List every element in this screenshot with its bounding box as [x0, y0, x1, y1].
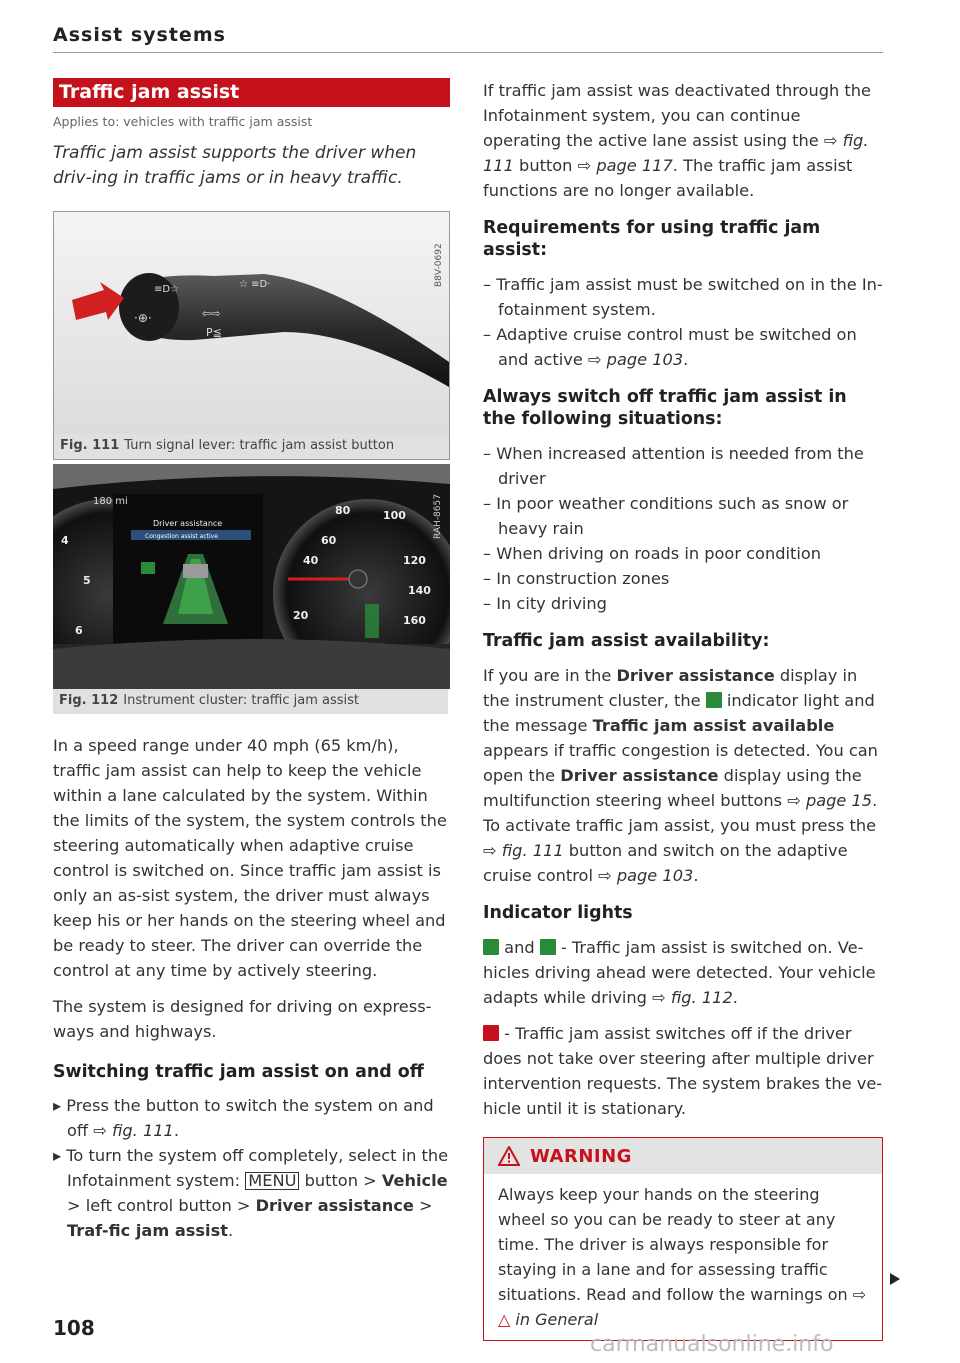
- cluster-display-title: Driver assistance: [153, 519, 223, 528]
- page-number: 108: [53, 1316, 95, 1340]
- turn-signal-lever-illustration: [54, 212, 449, 434]
- traffic-jam-green-indicator-icon: [483, 939, 499, 955]
- applies-to: Applies to: vehicles with traffic jam assist: [53, 114, 313, 129]
- section-title: Traffic jam assist: [53, 78, 450, 107]
- subheading: Indicator lights: [483, 903, 633, 923]
- page-reference-link[interactable]: ⇨ fig. 111: [483, 841, 564, 860]
- svg-text:·⊕·: ·⊕·: [134, 311, 152, 325]
- body-paragraph: and - Traffic jam assist is switched on. Ve-hicles driving ahead were detected. Your vehicle adapts while driving ⇨ fig. 112.: [483, 938, 876, 1007]
- svg-text:20: 20: [293, 609, 309, 622]
- subheading: Traffic jam assist availability:: [483, 631, 770, 651]
- figure-111: [53, 211, 450, 460]
- svg-text:⇦⇨: ⇦⇨: [202, 307, 221, 320]
- cluster-display-message: Congestion assist active: [145, 533, 218, 540]
- svg-text:4: 4: [61, 534, 69, 547]
- page-reference-link[interactable]: ⇨ page 117: [577, 156, 673, 175]
- figure-caption-text: Turn signal lever: traffic jam assist button: [124, 438, 395, 453]
- list-item: – In city driving: [483, 594, 607, 613]
- list-item: ▸ Press the button to switch the system on and off ⇨ fig. 111.: [53, 1096, 434, 1140]
- figure-caption: [54, 434, 449, 459]
- instrument-cluster-illustration: [53, 464, 450, 689]
- list-item: – When driving on roads in poor condition: [483, 544, 821, 563]
- warning-text: Always keep your hands on the steering wheel so you can be ready to steer at any time. The driver is always responsible for staying in a lane and for assessing traffic situations. Read and follow the warnings on ⇨ △ in General: [484, 1174, 882, 1340]
- menu-key: MENU: [245, 1172, 299, 1190]
- next-page-arrow-icon[interactable]: [888, 1272, 902, 1286]
- page-reference-link[interactable]: ⇨ page 103: [598, 866, 694, 885]
- page-reference-link[interactable]: ⇨ fig. 111: [483, 131, 869, 175]
- body-paragraph: If you are in the Driver assistance display in the instrument cluster, the indicator light and the message Traffic jam assist available appears if traffic congestion is detected. You can open the Driver assistance display using the multifunction steering wheel buttons ⇨ page 15. To activate traffic jam assist, you must press the ⇨ fig. 111 button and switch on the adaptive cruise control ⇨ page 103.: [483, 666, 878, 885]
- svg-text:☆ ≡D·: ☆ ≡D·: [239, 279, 271, 290]
- svg-text:≡D☆: ≡D☆: [154, 284, 180, 295]
- list-item: – In poor weather conditions such as snow or heavy rain: [483, 494, 849, 538]
- figure-number: Fig. 111: [60, 438, 120, 453]
- list-item: – Traffic jam assist must be switched on in the In-fotainment system.: [483, 275, 883, 319]
- figure-number: Fig. 112: [59, 693, 119, 708]
- lane-green-indicator-icon: [540, 939, 556, 955]
- traffic-jam-green-indicator-icon: [706, 692, 722, 708]
- situations-list: [483, 441, 883, 616]
- svg-text:140: 140: [408, 584, 431, 597]
- figure-caption-text: Instrument cluster: traffic jam assist: [123, 693, 360, 708]
- figure-caption: [53, 689, 448, 714]
- page-reference-link[interactable]: ⇨ page 15: [787, 791, 873, 810]
- figure-code: B8V-0692: [434, 243, 444, 287]
- chapter-title: Assist systems: [53, 24, 226, 46]
- header-rule: [53, 52, 883, 53]
- page-reference-link[interactable]: ⇨ △ in General: [498, 1285, 867, 1329]
- page-reference-link[interactable]: ⇨ fig. 111: [93, 1121, 174, 1140]
- right-column: [483, 78, 883, 1341]
- warning-triangle-icon: [498, 1146, 520, 1166]
- page-reference-link[interactable]: ⇨ page 103: [587, 350, 684, 369]
- warning-box: [483, 1137, 883, 1341]
- body-paragraph: - Traffic jam assist switches off if the driver does not take over steering after multiple driver intervention requests. The system brakes the ve-hicle until it is stationary.: [483, 1024, 883, 1118]
- watermark: carmanualsonline.info: [590, 1332, 834, 1357]
- svg-text:120: 120: [403, 554, 426, 567]
- cluster-range: 180 mi: [93, 496, 128, 507]
- left-column: [53, 78, 450, 1243]
- body-paragraph: The system is designed for driving on express-ways and highways.: [53, 997, 432, 1041]
- list-item: – Adaptive cruise control must be switched on and active ⇨ page 103.: [483, 325, 857, 369]
- list-item: – In construction zones: [483, 569, 670, 588]
- svg-text:P≦: P≦: [206, 326, 222, 339]
- svg-text:5: 5: [83, 574, 91, 587]
- warning-title: WARNING: [530, 1145, 632, 1167]
- requirements-list: [483, 272, 883, 372]
- svg-text:40: 40: [303, 554, 319, 567]
- svg-text:80: 80: [335, 504, 351, 517]
- figure-code: RAH-8657: [433, 494, 443, 539]
- subheading: Always switch off traffic jam assist in the following situations:: [483, 387, 847, 429]
- body-paragraph: In a speed range under 40 mph (65 km/h), traffic jam assist can help to keep the vehicle within a lane calculated by the system. Within the limits of the system, the system controls the steering automatically when adaptive cruise control is switched on. Since traffic jam assist is only an as-sist system, the driver must always keep his or her hands on the steering wheel and be ready to steer. The driver can override the control at any time by actively steering.: [53, 736, 447, 980]
- list-item: ▸ To turn the system off completely, select in the Infotainment system: MENU button > Vehicle > left control button > Driver assistance > Traf-fic jam assist.: [53, 1146, 449, 1240]
- svg-text:100: 100: [383, 509, 406, 522]
- warning-small-icon: △: [498, 1310, 511, 1329]
- subheading: Requirements for using traffic jam assist:: [483, 218, 821, 260]
- body-paragraph: If traffic jam assist was deactivated through the Infotainment system, you can continue operating the active lane assist using the ⇨ fig. 111 button ⇨ page 117. The traffic jam assist functions are no longer available.: [483, 81, 871, 200]
- figure-112: [53, 464, 448, 714]
- section-intro: Traffic jam assist supports the driver when driv-ing in traffic jams or in heavy traffic.: [53, 143, 417, 188]
- traffic-jam-red-indicator-icon: [483, 1025, 499, 1041]
- svg-text:60: 60: [321, 534, 337, 547]
- instruction-list: [53, 1093, 450, 1243]
- subheading: Switching traffic jam assist on and off: [53, 1062, 424, 1082]
- warning-header: [484, 1138, 882, 1174]
- svg-text:6: 6: [75, 624, 83, 637]
- page-reference-link[interactable]: ⇨ fig. 112: [652, 988, 733, 1007]
- svg-text:160: 160: [403, 614, 426, 627]
- list-item: – When increased attention is needed from the driver: [483, 444, 864, 488]
